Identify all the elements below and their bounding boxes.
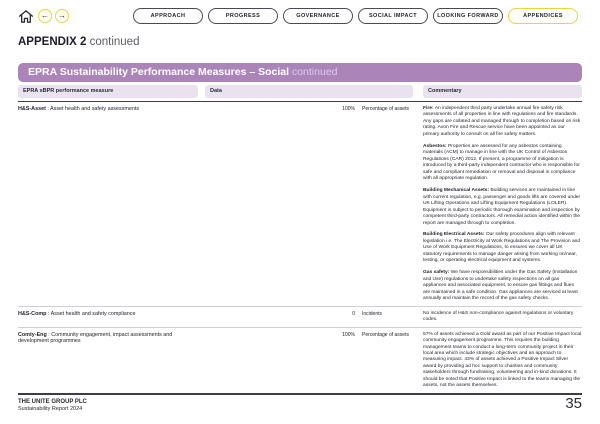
page-title-main: APPENDIX 2 [18,36,87,48]
home-button[interactable] [18,9,34,24]
data-unit: Percentage of assets [362,331,409,338]
commentary-cell [423,332,582,390]
commentary-paragraph: Building Electrical Assets: Our safety procedures align with relevant legislation i.e. The Electricity at Work Regulations and The Provision and Use of Work Equipment Regulations, to ensures we cover all UK statutory requirements to manage danger arising from working on/near, testing, or operating electrical equipment and systems. [423,232,581,264]
data-value: 100% [342,331,355,338]
home-icon [18,9,34,24]
table-body [18,101,582,395]
commentary-paragraph: Fire: An independent third party undertake annual fire safety risk assessments of all properties in line with regulations and fire standards. Any gaps are collated and managed through to completion based on risk rating. Avon Fire and Rescue service have been appointed as our primary authority to consult on all fire safety matters. [423,106,581,137]
measure-desc: : Asset health and safety compliance [46,310,136,317]
measure-desc: : Asset health and safety assessments [45,106,140,112]
tab-social-impact[interactable]: SOCIAL IMPACT [358,8,428,24]
page-number: 35 [565,395,582,412]
footer-report: Sustainability Report 2024 [18,406,83,412]
back-button[interactable] [38,9,52,23]
table-column-headers [18,85,582,98]
measure-cell [18,106,205,112]
commentary-paragraph: 57% of assets achieved a Gold award as part of our Positive Impact local community engagement programme. This requires the building management teams to conduct a long-term community project in their local area which include strategic objectives and an approach to measuring impact. 43% of assets achieved a Positive Impact Silver award by providing ad hoc support to charities and community stakeholders through fundraising, volunteering and in-kind donations. It should be noted that Positive Impact is linked to the teams managing the assets, not the assets themselves. [423,331,582,389]
tab-approach[interactable]: APPROACH [133,8,203,24]
column-header-measure: EPRA sBPR performance measure [18,85,198,98]
measure-desc: : Community engagement, impact assessments and development programmes [18,331,173,344]
column-header-data: Data [205,85,413,98]
forward-arrow-icon: → [58,11,66,20]
data-value: 0 [352,310,355,317]
column-header-commentary: Commentary [423,85,582,98]
page-footer [18,395,582,412]
top-navigation [18,8,582,26]
table-title-banner [18,63,582,82]
measure-cell [18,311,205,317]
commentary-paragraph: Asbestos: Properties are assessed for any asbestos containing materials (ACM) to manage in line with the UK Control of Asbestos Regulations (CAR) 2012. If present, a programme of mitigation is introduced by a third-party independent contractor who is responsible for safe and compliant remediation or removal and disposal in compliance with all appropriate regulation. [423,143,580,182]
commentary-paragraph: No incidence of H&S non-compliance against regulations or voluntary codes. [423,310,574,323]
data-value: 100% [342,106,355,112]
page-title [18,36,139,48]
measure-code: Comty-Eng [18,331,47,338]
measure-cell [18,332,205,344]
tab-looking-forward[interactable]: LOOKING FORWARD [433,8,503,24]
commentary-cell [423,311,582,324]
tab-governance[interactable]: GOVERNANCE [283,8,353,24]
table-row [18,307,582,328]
footer-left [18,399,87,412]
page-title-suffix: continued [86,36,140,48]
tab-appendices[interactable]: APPENDICES [508,8,578,24]
data-unit: Incidents [362,310,383,317]
section-tabs [133,8,578,24]
table-title: EPRA Sustainability Performance Measures – Social [28,66,290,78]
measure-code: H&S-Asset [18,106,46,112]
table-row [18,102,582,307]
back-arrow-icon: ← [41,11,49,20]
commentary-paragraph: Gas safety: We have responsibilities under the Gas Safety (Installation and Use) regulations to undertake safety inspections on all gas appliances and associated equipment, to ensure gas fittings and flues are maintained in a safe condition. Gas appliances are serviced at least annually and maintain the record of the gas safety checks. [423,270,578,302]
table-row [18,328,582,395]
commentary-paragraph: Building Mechanical Assets: Building services are maintained in line with current regulation, e.g. passenger and goods lifts are covered under UK Lifting Operations and Lifting Equipment Regulations (LOLER). Equipment is subject to periodic thorough examination and inspection by competent third-party contractors. All remedial action identified within the report are managed through to completion. [423,188,581,226]
commentary-cell [423,106,582,303]
footer-company: THE UNITE GROUP PLC [18,399,87,405]
data-unit: Percentage of assets [362,106,409,112]
table-title-suffix: continued [289,66,338,78]
measure-code: H&S-Comp [18,310,47,317]
forward-button[interactable] [55,9,69,23]
tab-progress[interactable]: PROGRESS [208,8,278,24]
